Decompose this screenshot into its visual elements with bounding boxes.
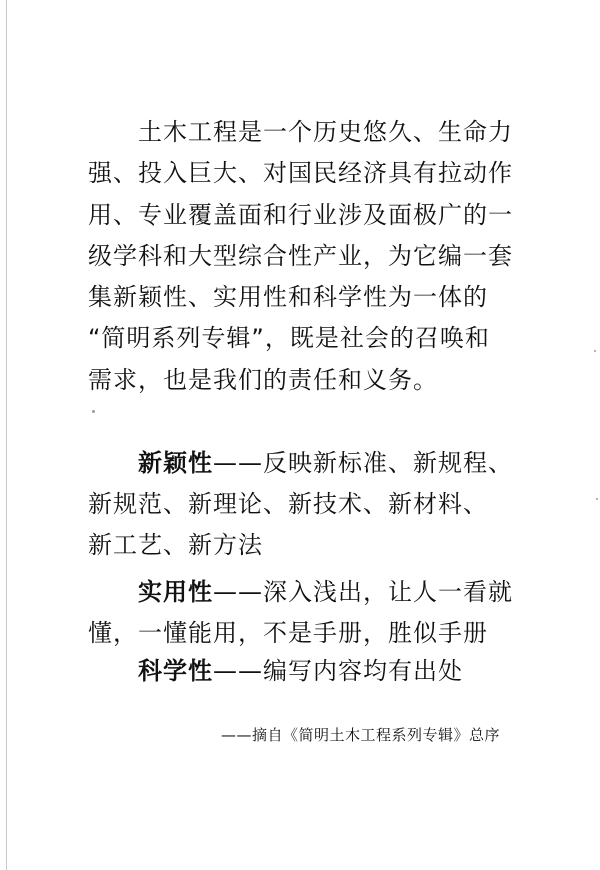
intro-line: 用、专业覆盖面和行业涉及面极广的一	[88, 200, 513, 229]
intro-line: 集新颖性、实用性和科学性为一体的	[88, 283, 488, 312]
scan-speck	[596, 498, 598, 500]
intro-line: “简明系列专辑”，既是社会的召唤和	[88, 324, 490, 353]
scan-speck	[594, 350, 596, 352]
novelty-desc: ——反映新标准、新规程、	[213, 449, 513, 477]
novelty-line: 新工艺、新方法	[88, 531, 263, 559]
scan-speck	[92, 410, 95, 413]
scientific-term: 科学性	[138, 657, 213, 685]
intro-line: 级学科和大型综合性产业，为它编一套	[88, 241, 513, 270]
scientific-line	[88, 651, 508, 692]
scientific-section	[88, 651, 508, 692]
practicality-section	[88, 572, 513, 654]
practicality-term: 实用性	[138, 578, 213, 606]
practicality-line	[88, 572, 513, 613]
novelty-line	[88, 443, 513, 484]
page-left-edge	[6, 0, 7, 870]
intro-paragraph	[88, 112, 513, 401]
intro-line: 土木工程是一个历史悠久、生命力	[138, 118, 513, 146]
source-attribution: ——摘自《简明土木工程系列专辑》总序	[220, 726, 500, 744]
practicality-desc: ——深入浅出，让人一看就	[213, 578, 513, 606]
scientific-desc: ——编写内容均有出处	[213, 657, 463, 685]
intro-line: 强、投入巨大、对国民经济具有拉动作	[88, 159, 513, 188]
novelty-line: 新规范、新理论、新技术、新材料、	[88, 490, 488, 518]
intro-line: 需求，也是我们的责任和义务。	[88, 365, 438, 394]
practicality-line: 懂，一懂能用，不是手册，胜似手册	[88, 619, 488, 647]
novelty-section	[88, 443, 513, 566]
novelty-term: 新颖性	[138, 449, 213, 477]
